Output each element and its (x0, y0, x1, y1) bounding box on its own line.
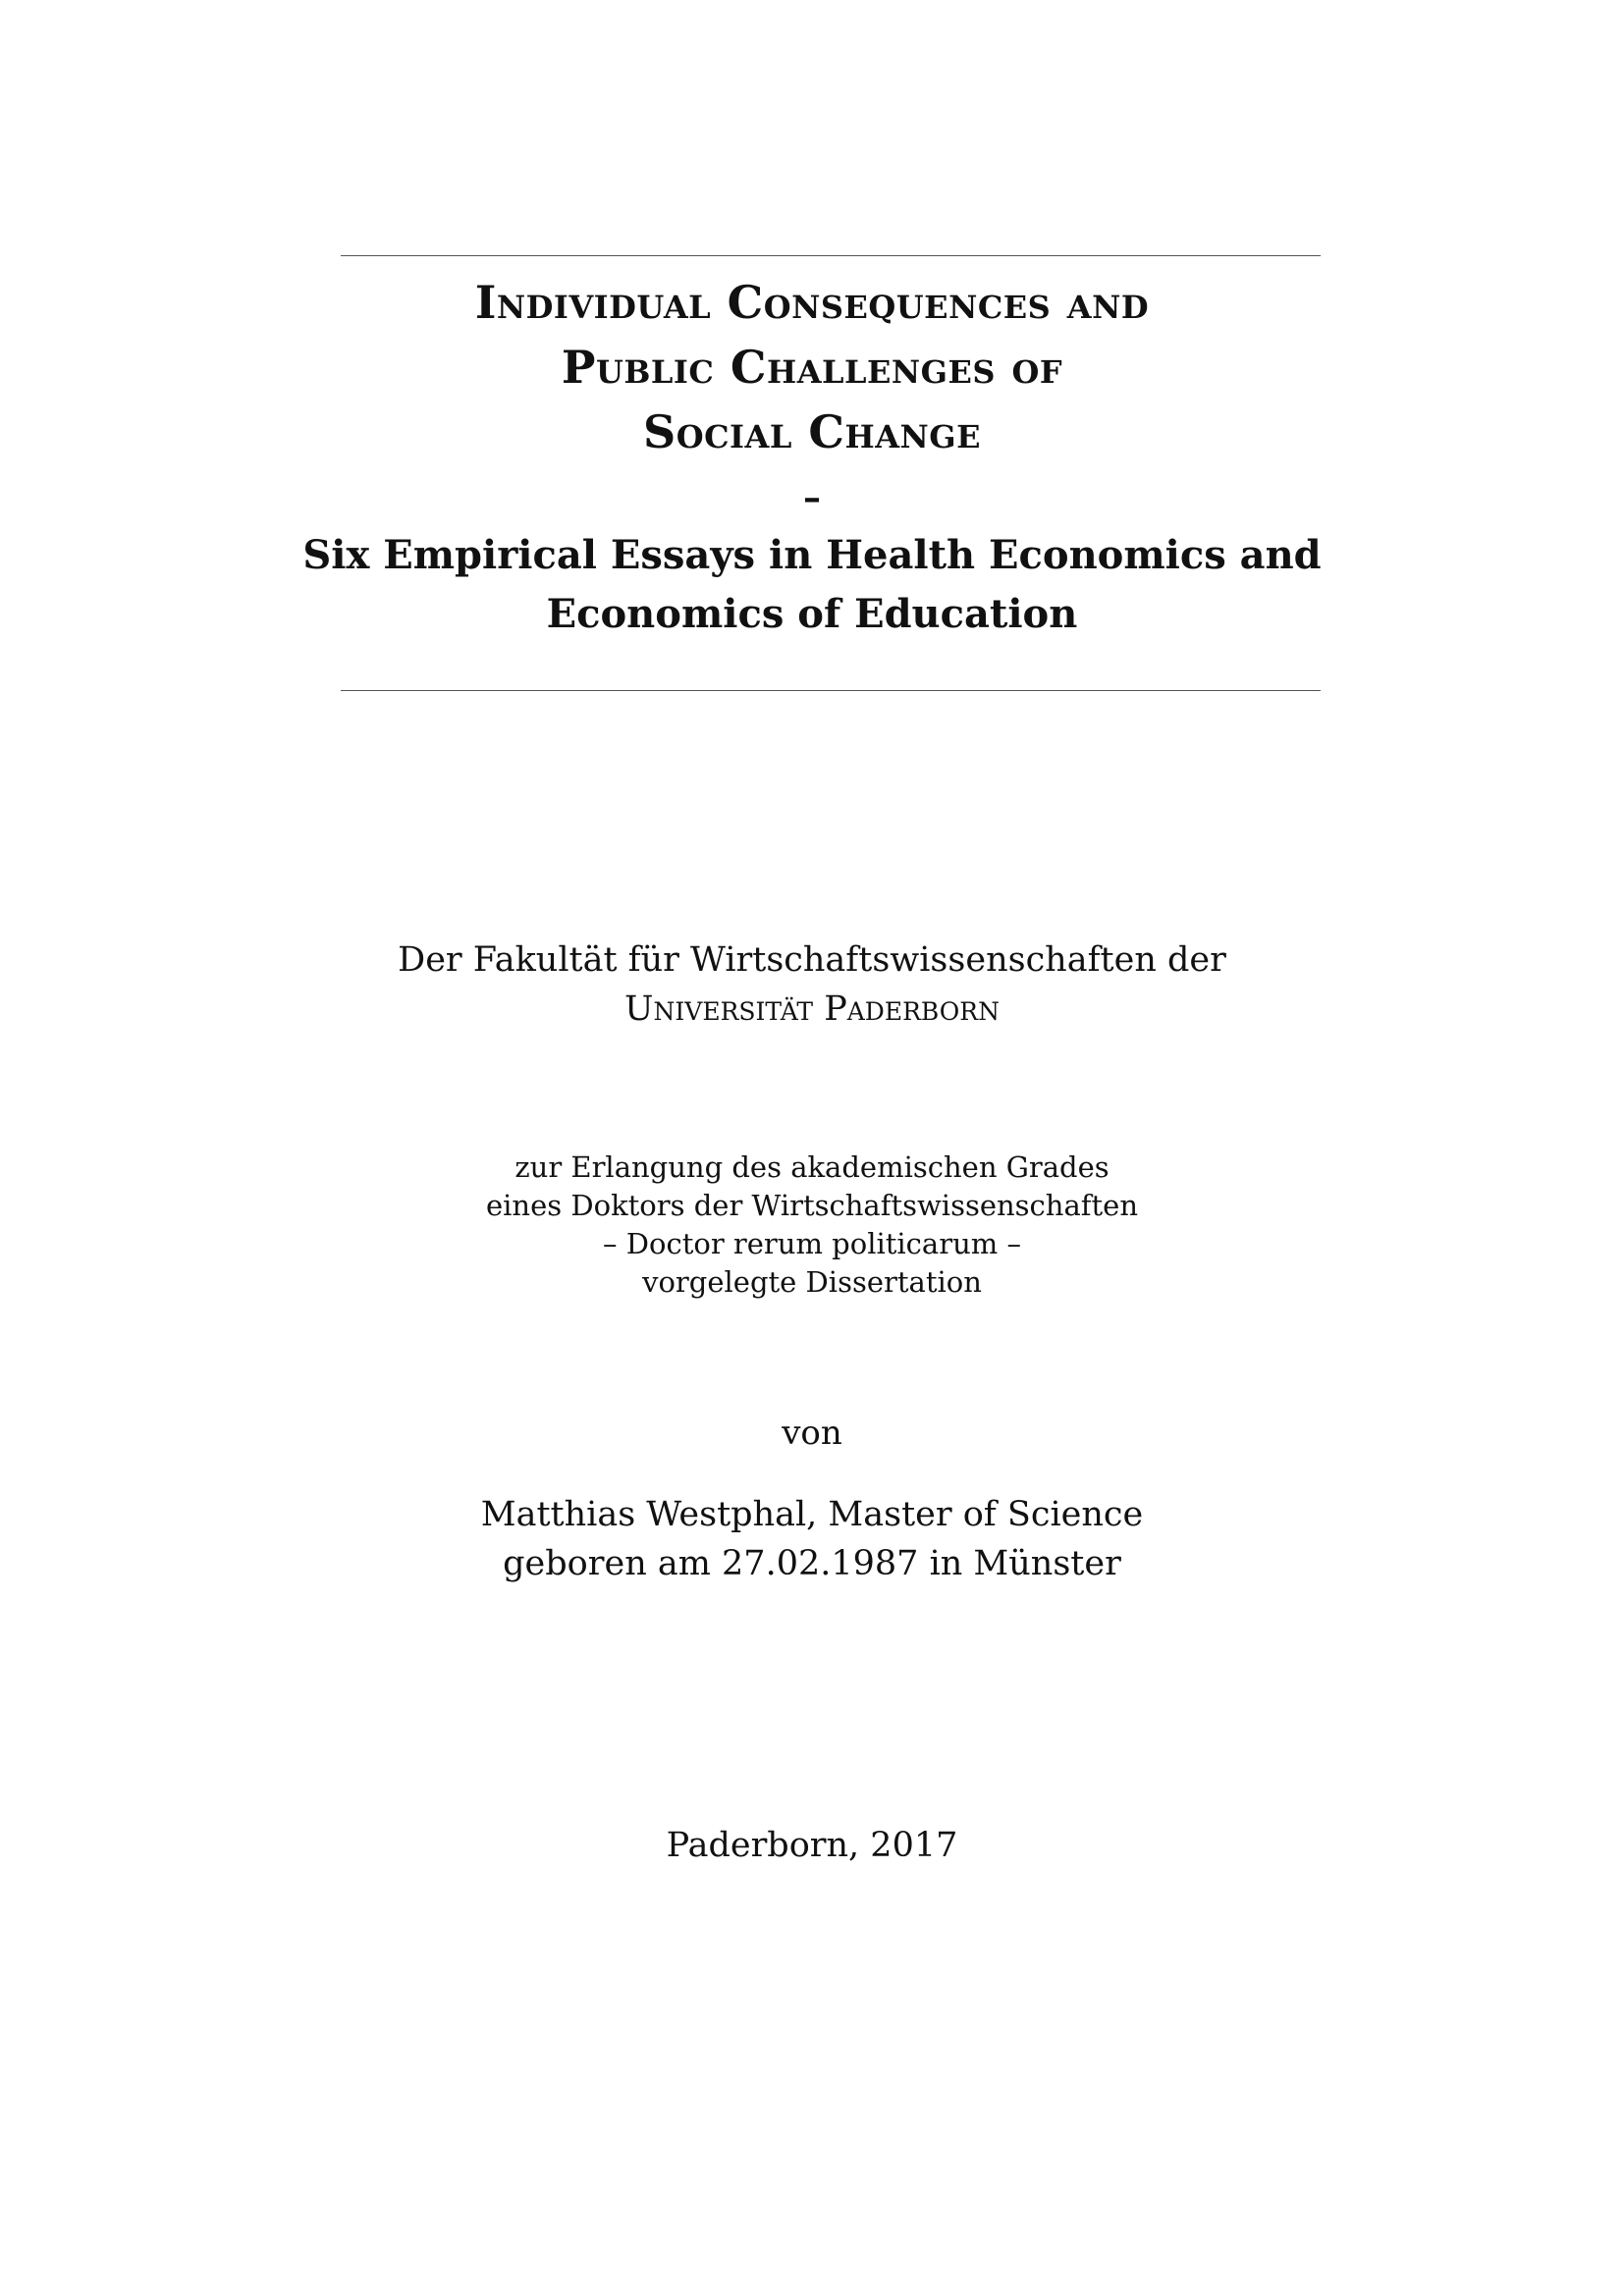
place-date: Paderborn, 2017 (666, 1826, 958, 1865)
subtitle-line-1: Six Empirical Essays in Health Economics and (302, 532, 1322, 578)
degree-line-3: – Doctor rerum politicarum – (603, 1227, 1021, 1260)
title-line-2: Public Challenges of (561, 341, 1063, 394)
author-block (0, 1490, 1624, 1588)
author-birth: geboren am 27.02.1987 in Münster (503, 1544, 1121, 1583)
author-name: Matthias Westphal, Master of Science (480, 1495, 1144, 1534)
bottom-rule (341, 690, 1321, 691)
top-rule (341, 255, 1321, 256)
degree-block (0, 1148, 1624, 1302)
dissertation-subtitle (0, 526, 1624, 644)
title-line-3: Social Change (642, 405, 982, 458)
university-name: Universität Paderborn (624, 989, 1000, 1029)
title-line-1: Individual Consequences and (474, 276, 1150, 329)
faculty-block (0, 935, 1624, 1034)
dissertation-title (0, 270, 1624, 464)
title-separator: – (803, 477, 821, 518)
degree-line-2: eines Doktors der Wirtschaftswissenschaften (485, 1189, 1138, 1222)
von-label: von (782, 1414, 842, 1453)
subtitle-line-2: Economics of Education (546, 591, 1078, 637)
faculty-line: Der Fakultät für Wirtschaftswissenschaften der (398, 940, 1226, 980)
degree-line-1: zur Erlangung des akademischen Grades (514, 1150, 1110, 1184)
degree-line-4: vorgelegte Dissertation (642, 1265, 982, 1299)
